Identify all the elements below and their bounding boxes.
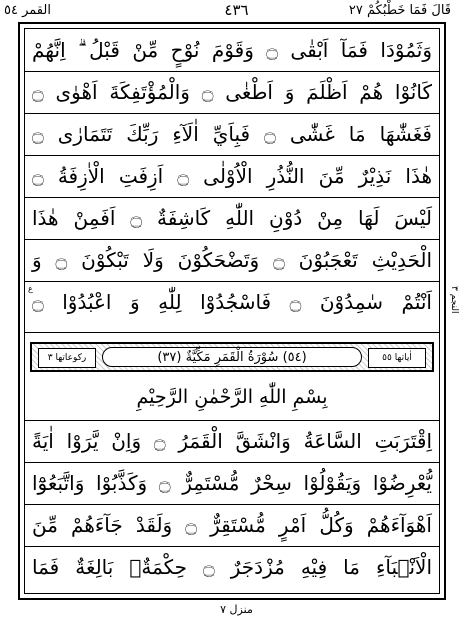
revelation-order: (٣٧) <box>157 350 182 365</box>
ayat-count-box: اٰياتها ٥٥ <box>368 348 426 368</box>
verse-line: كَانُوْا هُمْ اَظْلَمَ وَ اَطْغٰى ۝ وَالْمُؤْتَفِكَةَ اَهْوٰى ۝ <box>32 80 432 104</box>
verse-line: لَيْسَ لَهَا مِنْ دُوْنِ اللّٰهِ كَاشِفَةٌ ۝ اَفَمِنْ هٰذَا <box>32 206 432 230</box>
line-rule <box>24 332 440 333</box>
surah-title: سُوْرَةُ الْقَمَرِ مَكِّيَّةٌ <box>185 350 279 365</box>
verse-line: اَنْتُمْ سٰمِدُوْنَ ۝ فَاسْجُدُوْا لِلّٰهِ وَ اعْبُدُوْا ۝ <box>32 290 432 314</box>
ruku-count-box: ركوعاتها ٣ <box>38 348 96 368</box>
ruku-marker: ع <box>28 284 33 293</box>
page-header-surah: القمر ٥٤ <box>4 3 51 18</box>
verse-line: الْاَنْۢبَآءِ مَا فِيْهِ مُزْدَجَرٌ ۝ حِكْمَةٌۢ بَالِغَةٌ فَمَا <box>32 555 433 579</box>
verse-line: هٰذَا نَذِيْرٌ مِّنَ النُّذُرِ الْاُوْلٰى ۝ اَزِفَتِ الْاٰزِفَةُ ۝ <box>32 164 433 188</box>
verse-line: فَغَشّٰهَا مَا غَشّٰى ۝ فَبِاَيِّ اٰلَآءِ رَبِّكَ تَتَمَارٰى ۝ <box>32 122 432 146</box>
page-header-juz: قَالَ فَمَا خَطْبُكُمْ ٢٧ <box>348 3 451 18</box>
surah-title-cartouche <box>102 347 362 367</box>
verse-line: اَهْوَآءَهُمْ وَكُلُّ اَمْرٍ مُّسْتَقِرٌّ ۝ وَلَقَدْ جَآءَهُمْ مِّنَ <box>32 513 432 537</box>
verse-line: يُّعْرِضُوْا وَيَقُوْلُوْا سِحْرٌ مُّسْتَمِرٌّ ۝ وَكَذَّبُوْا وَاتَّبَعُوْٓا <box>32 471 432 495</box>
manzil-footer: منزل ٧ <box>220 603 253 616</box>
verse-line: الْحَدِيْثِ تَعْجَبُوْنَ ۝ وَتَضْحَكُوْنَ وَلَا تَبْكُوْنَ ۝ وَ <box>32 248 433 272</box>
margin-note: النجم ٣ <box>449 286 459 314</box>
page-number: ٤٣٦ <box>224 1 249 19</box>
surah-number: (٥٤) <box>282 350 307 365</box>
bismillah: بِسْمِ اللّٰهِ الرَّحْمٰنِ الرَّحِيْمِ <box>136 386 328 408</box>
surah-banner <box>30 342 434 372</box>
verse-line: اِقْتَرَبَتِ السَّاعَةُ وَانْشَقَّ الْقَمَرُ ۝ وَاِنْ يَّرَوْا اٰيَةً <box>32 429 433 453</box>
verse-line: وَثَمُوْدَا فَمَآ اَبْقٰى ۝ وَقَوْمَ نُوْحٍ مِّنْ قَبْلُ ۗ اِنَّهُمْ <box>32 38 432 62</box>
